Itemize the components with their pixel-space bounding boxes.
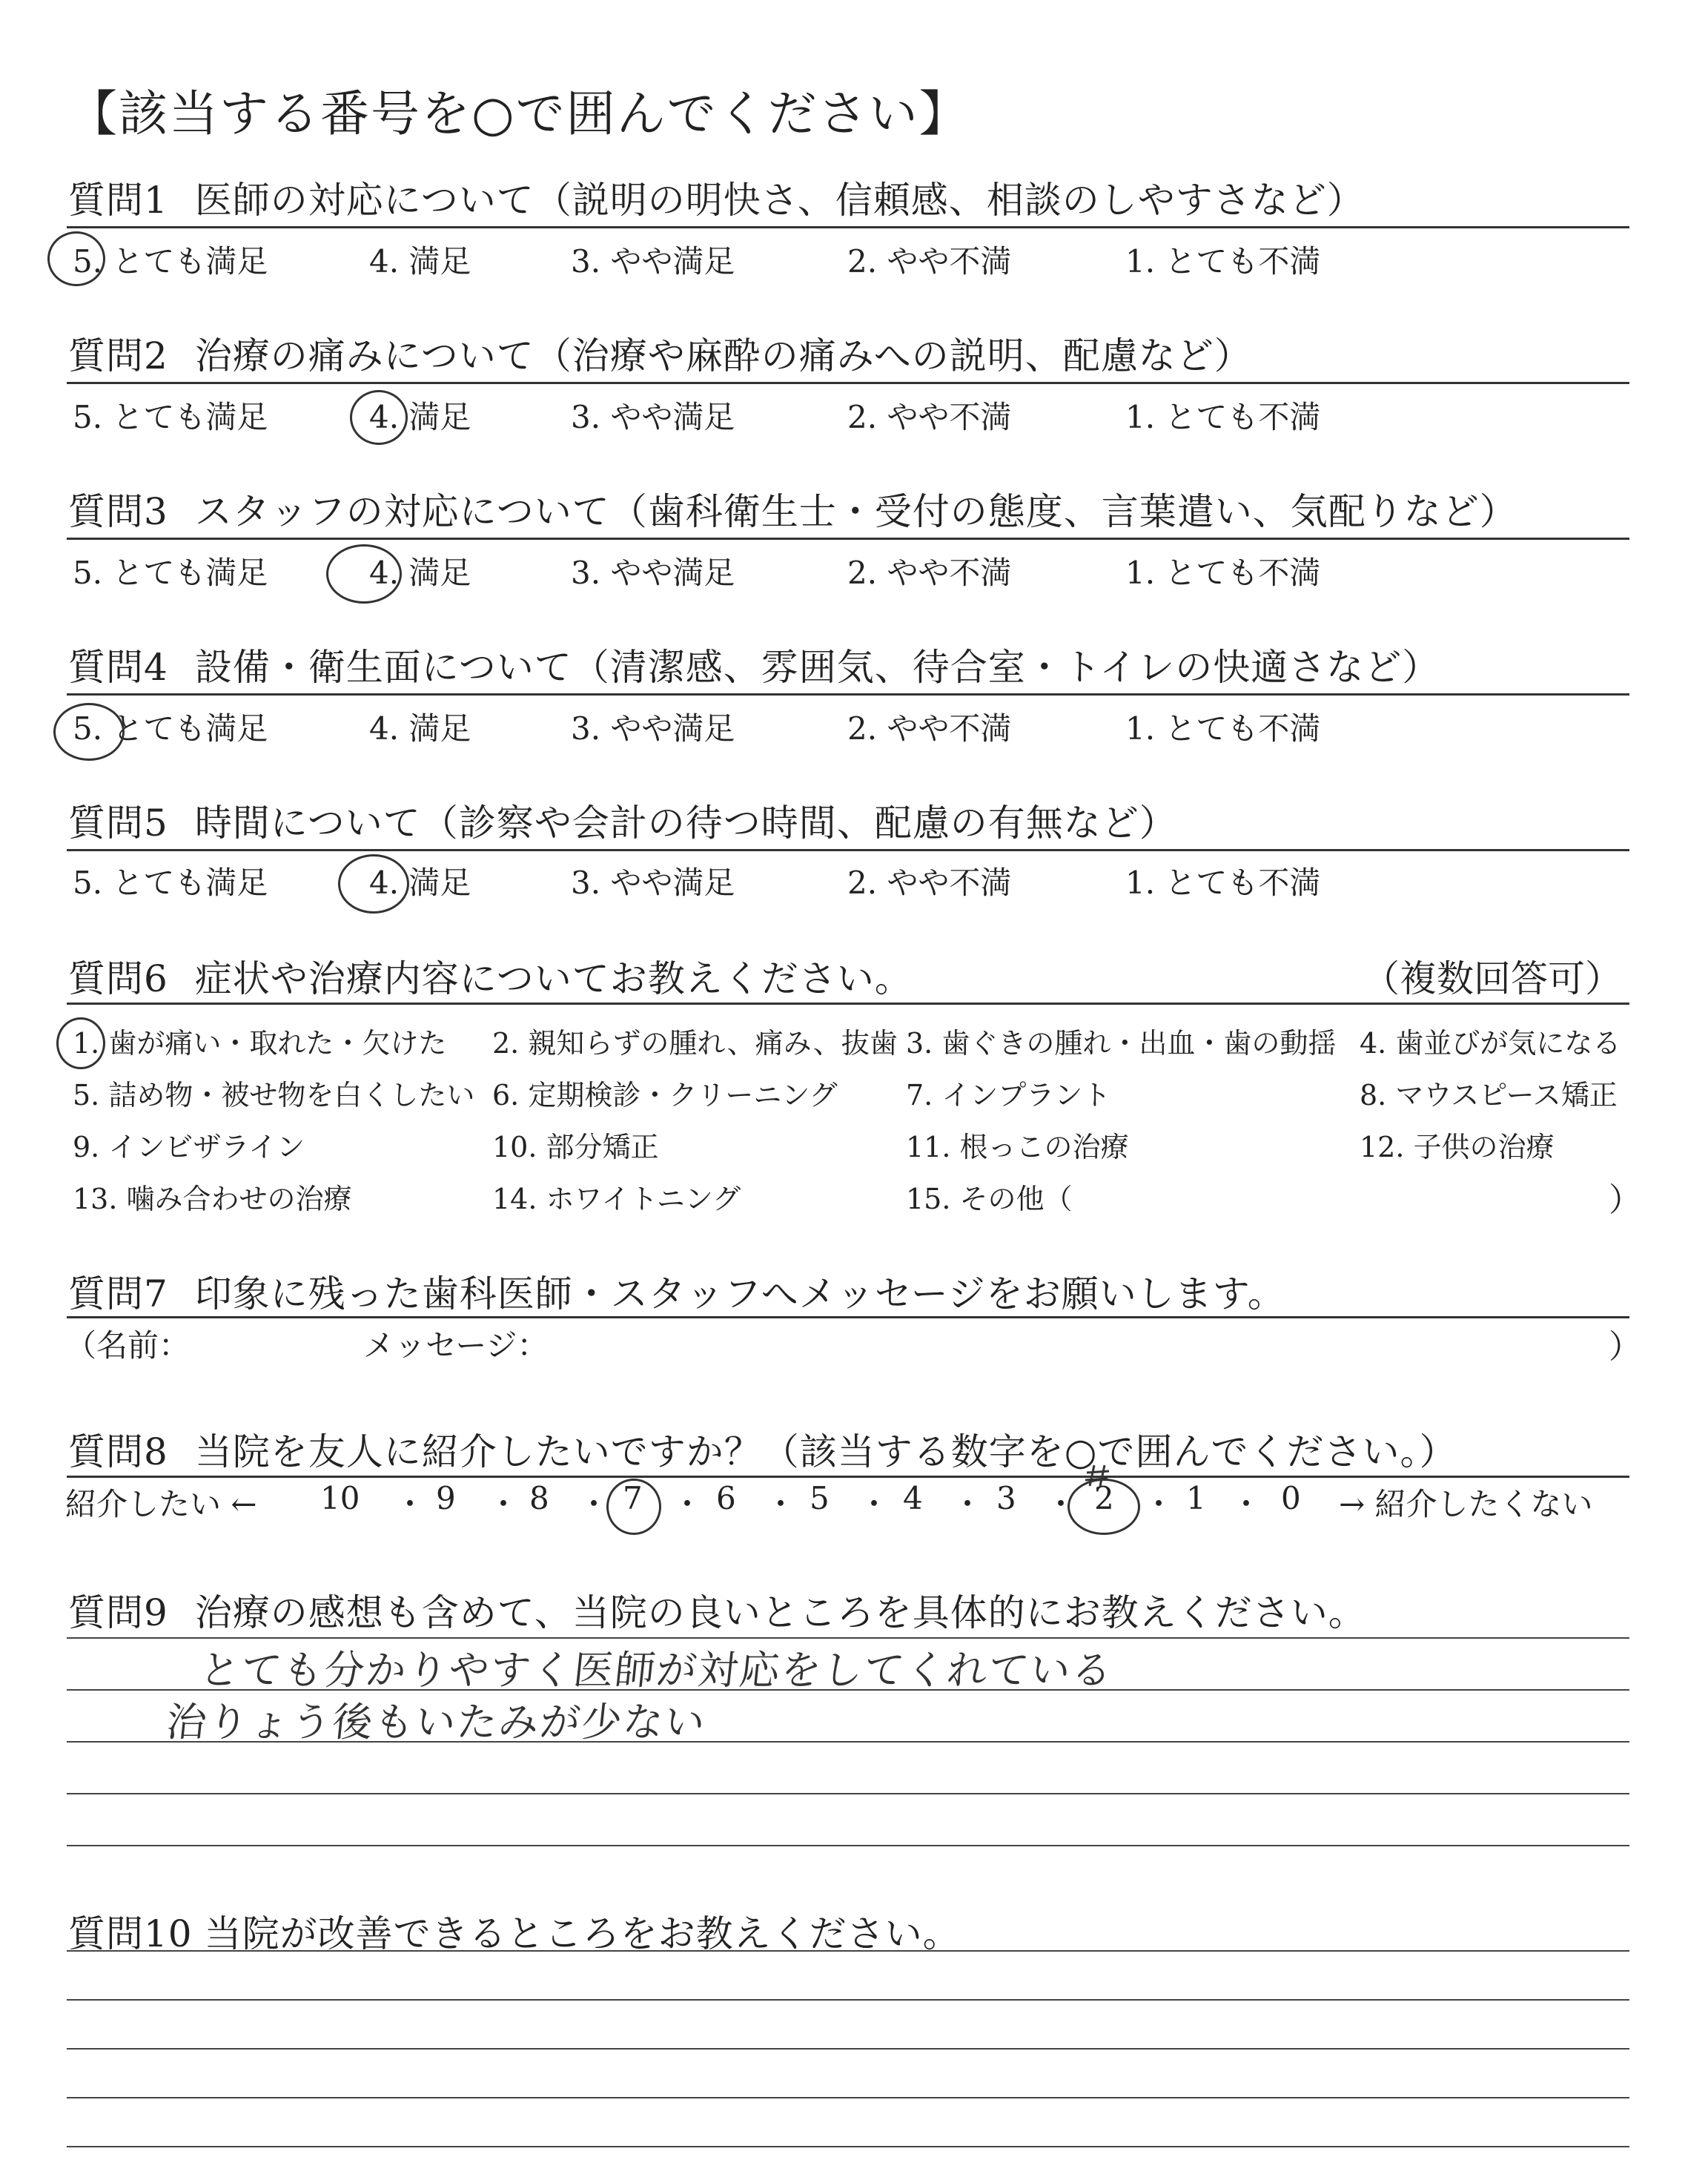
q1-option-1[interactable]: 1. とても不満 [1125,243,1321,280]
hand-mark-icon [1084,1461,1113,1490]
question-5 [68,793,1177,847]
scale-7[interactable]: 7 [623,1480,643,1516]
scale-0[interactable]: 0 [1281,1480,1301,1516]
question-text: スタッフの対応について（歯科衛生士・受付の態度、言葉遣い、気配りなど） [194,490,1517,533]
question-8 [68,1422,1457,1476]
q1-option-2[interactable]: 2. やや不満 [847,243,1012,280]
question-text: 治療の痛みについて（治療や麻酔の痛みへの説明、配慮など） [194,334,1252,377]
question-1 [68,171,1365,224]
answer-line [67,1845,1629,1846]
selection-circle [56,1017,105,1069]
question-number: 質問3 [68,490,168,533]
q6-option-11[interactable]: 11. 根っこの治療 [906,1131,1129,1163]
question-4 [68,638,1440,691]
q6-option-10[interactable]: 10. 部分矯正 [492,1131,659,1163]
q6-option-3[interactable]: 3. 歯ぐきの腫れ・出血・歯の動揺 [906,1027,1337,1060]
q2-option-3[interactable]: 3. やや満足 [571,399,735,435]
q6-option-14[interactable]: 14. ホワイトニング [492,1183,741,1215]
question-number: 質問10 [68,1912,193,1955]
q5-option-2[interactable]: 2. やや不満 [847,865,1012,901]
recommend-left-label: 紹介したい ← [65,1486,257,1522]
scale-8[interactable]: 8 [529,1480,549,1516]
q5-option-3[interactable]: 3. やや満足 [571,865,735,901]
selection-circle [350,390,408,445]
q5-option-4[interactable]: 4. 満足 [369,865,471,901]
q1-option-5[interactable]: 5. とても満足 [73,243,268,280]
answer-line [67,2097,1629,2098]
q3-option-5[interactable]: 5. とても満足 [73,555,268,591]
q6-option-2[interactable]: 2. 親知らずの腫れ、痛み、抜歯 [492,1027,898,1060]
message-label: メッセージ： [363,1327,549,1364]
q3-option-4[interactable]: 4. 満足 [369,555,471,591]
scale-dot: ・ [858,1486,890,1522]
question-rule [67,1003,1629,1005]
q4-option-2[interactable]: 2. やや不満 [847,710,1012,747]
question-7 [68,1264,1285,1318]
q6-option-8[interactable]: 8. マウスピース矯正 [1360,1079,1618,1112]
scale-4[interactable]: 4 [903,1480,923,1516]
q2-option-2[interactable]: 2. やや不満 [847,399,1012,435]
page-title: 【該当する番号を○で囲んでください】 [68,85,970,142]
message-close-paren: ） [1609,1328,1641,1366]
answer-line [67,1793,1629,1794]
q5-option-5[interactable]: 5. とても満足 [73,865,268,901]
question-number: 質問2 [68,334,168,377]
question-text: 印象に残った歯科医師・スタッフへメッセージをお願いします。 [194,1272,1285,1315]
question-text: 当院が改善できるところをお教えください。 [204,1912,961,1955]
answer-line [67,2146,1629,2147]
q3-option-1[interactable]: 1. とても不満 [1125,555,1321,591]
scale-2[interactable]: 2 [1094,1480,1114,1516]
q6-option-5[interactable]: 5. 詰め物・被せ物を白くしたい [73,1079,475,1112]
scale-9[interactable]: 9 [436,1480,456,1516]
q6-option-1[interactable]: 1. 歯が痛い・取れた・欠けた [73,1027,447,1060]
question-rule [67,382,1629,384]
q6-option-13[interactable]: 13. 噛み合わせの治療 [73,1183,352,1215]
q4-option-5[interactable]: 5. とても満足 [73,710,268,747]
q6-option-4[interactable]: 4. 歯並びが気になる [1360,1027,1621,1060]
q6-option-7[interactable]: 7. インプラント [906,1079,1111,1112]
q6-option-15[interactable]: 15. その他（ [906,1183,1073,1215]
scale-1[interactable]: 1 [1186,1480,1206,1516]
question-2 [68,326,1252,380]
question-rule [67,849,1629,851]
question-3 [68,482,1517,535]
recommend-right-label: → 紹介したくない [1339,1486,1593,1522]
q1-option-3[interactable]: 3. やや満足 [571,243,735,280]
scale-dot: ・ [578,1486,610,1522]
answer-line [67,2048,1629,2050]
q6-option-12[interactable]: 12. 子供の治療 [1360,1131,1555,1163]
question-number: 質問5 [68,802,168,845]
selection-circle [47,231,105,286]
question-number: 質問4 [68,646,168,689]
q4-option-3[interactable]: 3. やや満足 [571,710,735,747]
multiple-answers-note: （複数回答可） [1363,957,1622,1000]
other-close-paren: ） [1609,1181,1641,1219]
scale-3[interactable]: 3 [996,1480,1016,1516]
question-text: 治療の感想も含めて、当院の良いところを具体的にお教えください。 [194,1591,1366,1634]
q4-option-4[interactable]: 4. 満足 [369,710,471,747]
q3-option-3[interactable]: 3. やや満足 [571,555,735,591]
handwritten-answer-line-2: 治りょう後もいたみが少ない [164,1699,709,1745]
question-number: 質問8 [68,1430,168,1473]
scale-dot: ・ [765,1486,797,1522]
q2-option-1[interactable]: 1. とても不満 [1125,399,1321,435]
q2-option-5[interactable]: 5. とても満足 [73,399,268,435]
question-9 [68,1583,1366,1636]
question-rule [67,693,1629,696]
selection-circle [338,854,409,914]
selection-circle [326,544,402,604]
scale-dot: ・ [1143,1486,1175,1522]
name-label: （名前： [65,1327,191,1364]
question-number: 質問6 [68,957,168,1000]
q1-option-4[interactable]: 4. 満足 [369,243,471,280]
question-rule [67,1476,1629,1478]
question-text: 時間について（診察や会計の待つ時間、配慮の有無など） [194,802,1177,845]
question-rule [67,1316,1629,1318]
question-text: 設備・衛生面について（清潔感、雰囲気、待合室・トイレの快適さなど） [194,646,1440,689]
scale-dot: ・ [672,1486,704,1522]
question-rule [67,226,1629,228]
scale-dot: ・ [952,1486,984,1522]
q3-option-2[interactable]: 2. やや不満 [847,555,1012,591]
question-text: 症状や治療内容についてお教えください。 [194,957,913,1000]
scale-5[interactable]: 5 [810,1480,830,1516]
q2-option-4[interactable]: 4. 満足 [369,399,471,435]
answer-line [67,1950,1629,1952]
handwritten-answer-line-1: とても分かりやすく医師が対応をしてくれている [197,1647,1116,1694]
scale-dot: ・ [488,1486,520,1522]
question-text: 当院を友人に紹介したいですか？（該当する数字を○で囲んでください。） [194,1430,1457,1473]
question-6 [68,949,913,1003]
answer-line [67,1999,1629,2001]
q4-option-1[interactable]: 1. とても不満 [1125,710,1321,747]
selection-circle [53,703,125,761]
scale-dot: ・ [394,1486,426,1522]
scale-dot: ・ [1231,1486,1262,1522]
question-text: 医師の対応について（説明の明快さ、信頼感、相談のしやすさなど） [194,179,1365,222]
question-rule [67,538,1629,540]
q6-option-6[interactable]: 6. 定期検診・クリーニング [492,1079,838,1112]
q5-option-1[interactable]: 1. とても不満 [1125,865,1321,901]
question-number: 質問7 [68,1272,168,1315]
q6-option-9[interactable]: 9. インビザライン [73,1131,305,1163]
scale-10[interactable]: 10 [320,1480,360,1516]
scale-dot: ・ [1045,1486,1077,1522]
question-number: 質問9 [68,1591,168,1634]
selection-circle [606,1479,661,1535]
scale-6[interactable]: 6 [716,1480,736,1516]
question-number: 質問1 [68,179,168,222]
